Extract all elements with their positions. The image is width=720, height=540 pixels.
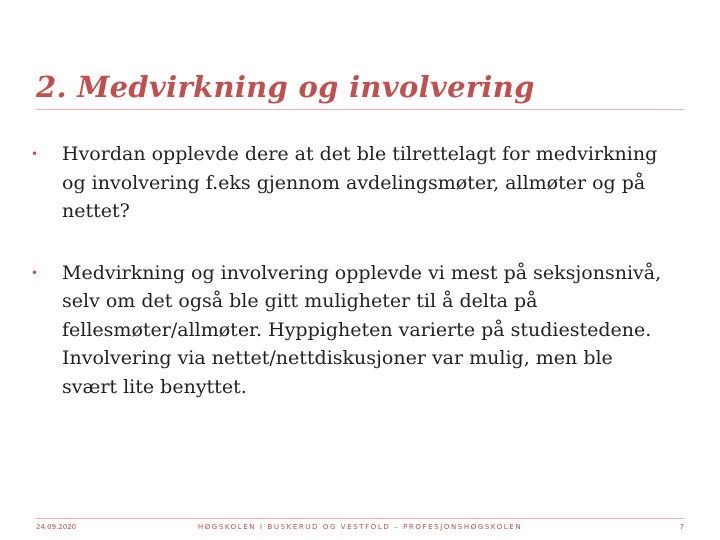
bullet-marker: • <box>31 265 39 280</box>
bullet-list <box>28 140 668 401</box>
bullet-text: Hvordan opplevde dere at det ble tilrettelagt for medvirkning og involvering f.eks gjennom avdelingsmøter, allmøter og på nettet? <box>62 143 658 222</box>
slide-title: 2. Medvirkning og involvering <box>36 70 535 104</box>
bullet-item <box>28 259 668 402</box>
footer-divider <box>36 518 684 519</box>
bullet-text: Medvirkning og involvering opplevde vi mest på seksjonsnivå, selv om det også ble gitt muligheter til å delta på fellesmøter/allmøter. Hyppigheten varierte på studiestedene. Involvering via nettet/nettdiskusjoner var mulig, men ble svært lite benyttet. <box>62 261 662 398</box>
footer-institution: HØGSKOLEN I BUSKERUD OG VESTFOLD – PROFESJONSHØGSKOLEN <box>197 523 523 531</box>
bullet-item <box>28 140 668 226</box>
bullet-marker: • <box>31 147 39 161</box>
page-number: 7 <box>679 523 684 531</box>
footer-date: 24.09.2020 <box>36 523 77 531</box>
title-divider <box>36 109 684 110</box>
